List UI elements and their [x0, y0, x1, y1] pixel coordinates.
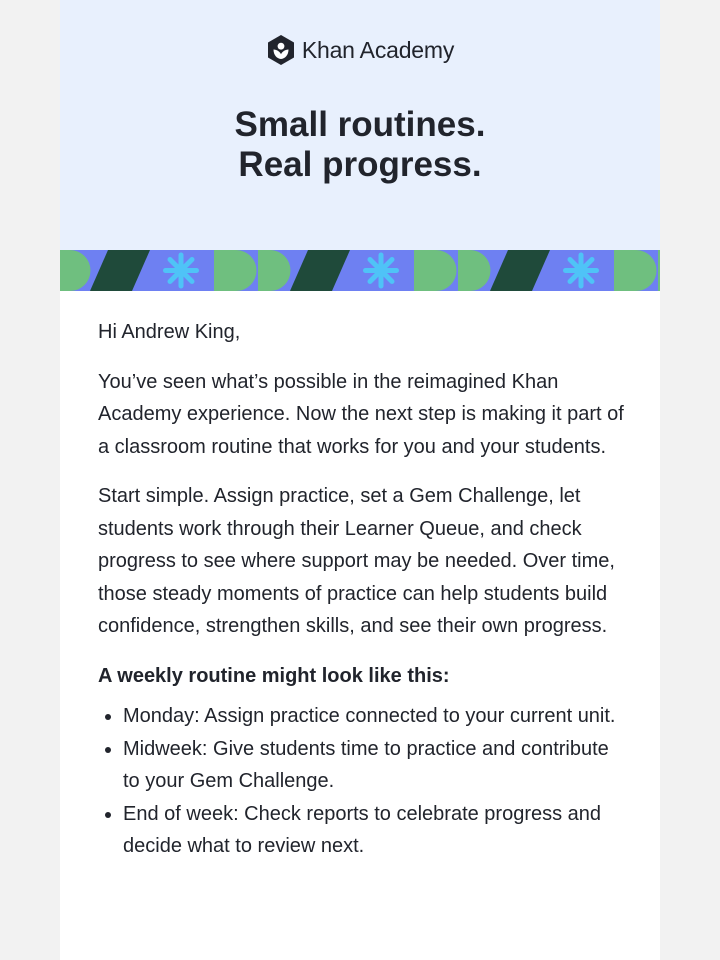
hero-banner	[60, 0, 660, 250]
decorative-pattern-band	[60, 250, 660, 291]
routine-paragraph: Start simple. Assign practice, set a Gem Challenge, let students work through their Learner Queue, and check progress to see where support may be needed. Over time, those steady moments of practice can help students build confidence, strengthen skills, and see their own progress.	[98, 485, 615, 637]
list-item: • End of week: Check reports to celebrate progress and decide what to review next.	[123, 798, 628, 863]
list-item: • Midweek: Give students time to practice and contribute to your Gem Challenge.	[123, 733, 628, 798]
hero-headline	[60, 105, 660, 185]
khan-academy-hexagon-icon	[266, 34, 296, 66]
routine-heading: A weekly routine might look like this:	[98, 664, 450, 687]
intro-paragraph: You’ve seen what’s possible in the reimagined Khan Academy experience. Now the next step is making it part of a classroom routine that works for you and your students.	[98, 370, 624, 458]
headline-line-2: Real progress.	[238, 145, 482, 184]
routine-list	[98, 700, 628, 863]
brand-logo[interactable]	[60, 32, 660, 68]
headline-line-1: Small routines.	[234, 105, 486, 144]
email-body	[60, 0, 660, 960]
brand-name: Khan Academy	[301, 36, 455, 63]
list-item: • Monday: Assign practice connected to your current unit.	[123, 700, 628, 733]
email-content	[98, 316, 628, 863]
greeting: Hi Andrew King,	[98, 321, 241, 343]
